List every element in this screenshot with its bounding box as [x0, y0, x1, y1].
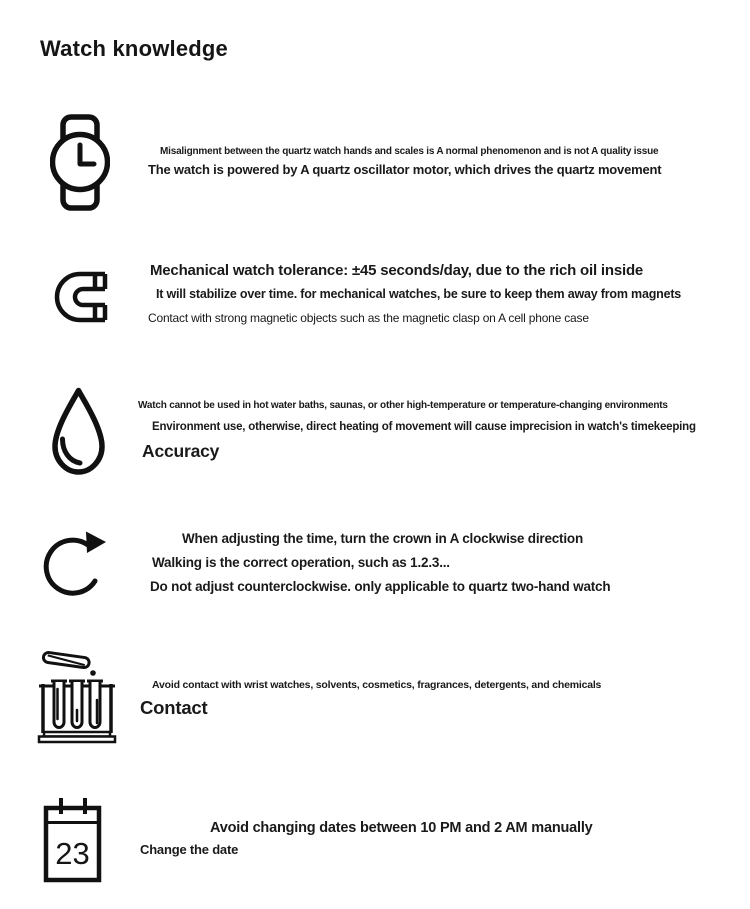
change-date-heading: Change the date [140, 842, 239, 857]
environment-use-text: Environment use, otherwise, direct heating of movement will cause imprecision in watch's timekeeping [152, 421, 696, 433]
calendar-icon [42, 795, 103, 884]
contact-heading: Contact [140, 697, 208, 718]
test-tubes-icon [36, 648, 118, 746]
counterclockwise-warning-text: Do not adjust counterclockwise. only applicable to quartz two-hand watch [150, 579, 611, 594]
date-change-warning-text: Avoid changing dates between 10 PM and 2 AM manually [210, 820, 593, 836]
quartz-movement-text: The watch is powered by A quartz oscillator motor, which drives the quartz movement [148, 162, 662, 177]
wristwatch-icon [50, 113, 110, 212]
walking-operation-text: Walking is the correct operation, such as 1.2.3... [152, 555, 450, 570]
magnet-icon [54, 266, 108, 328]
water-drop-icon [50, 386, 107, 477]
quartz-misalignment-note: Misalignment between the quartz watch hands and scales is A normal phenomenon and is not A quality issue [160, 146, 659, 157]
crown-clockwise-text: When adjusting the time, turn the crown in A clockwise direction [182, 531, 583, 546]
magnetic-objects-text: Contact with strong magnetic objects such as the magnetic clasp on A cell phone case [148, 311, 589, 325]
page-title: Watch knowledge [40, 36, 228, 61]
chemicals-warning-text: Avoid contact with wrist watches, solvents, cosmetics, fragrances, detergents, and chemicals [152, 679, 602, 691]
accuracy-heading: Accuracy [142, 441, 220, 461]
mechanical-tolerance-text: Mechanical watch tolerance: ±45 seconds/day, due to the rich oil inside [150, 262, 644, 279]
calendar-day-number: 23 [55, 836, 90, 871]
clockwise-arrow-icon [42, 528, 108, 602]
magnet-warning-text: It will stabilize over time. for mechanical watches, be sure to keep them away from magnets [156, 287, 682, 301]
hot-water-warning-text: Watch cannot be used in hot water baths, saunas, or other high-temperature or temperature-changing environments [138, 400, 668, 411]
